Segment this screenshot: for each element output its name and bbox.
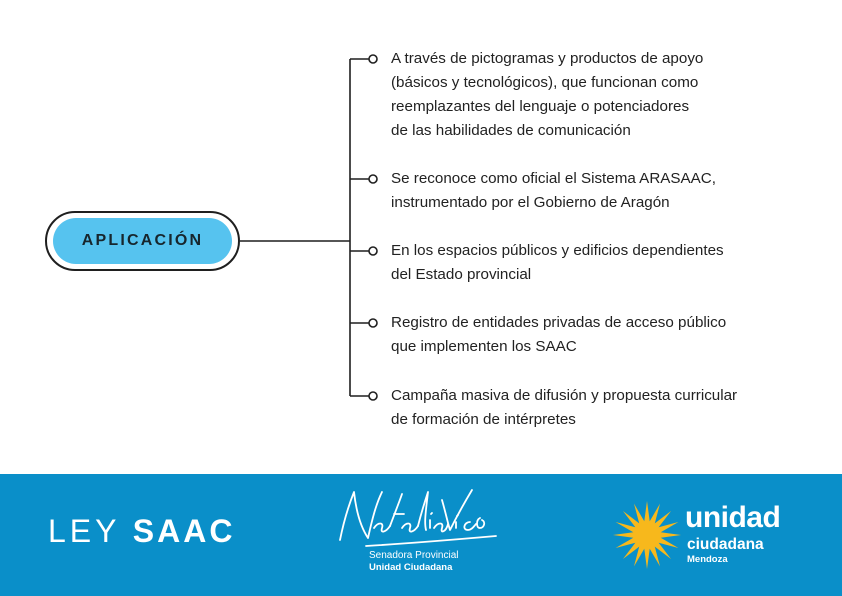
branch-1 (350, 55, 377, 63)
root-node-label: APLICACIÓN (53, 218, 232, 264)
branch-5 (350, 392, 377, 400)
law-name: SAAC (132, 513, 236, 549)
signature-party: Unidad Ciudadana (369, 562, 453, 573)
branch-2 (350, 175, 377, 183)
law-prefix: LEY (48, 513, 120, 549)
bullet-node (369, 55, 377, 63)
sun-icon (611, 499, 683, 571)
logo-word-mendoza: Mendoza (687, 554, 728, 565)
item-text-line: (básicos y tecnológicos), que funcionan como (391, 74, 699, 91)
bullet-node (369, 319, 377, 327)
bullet-node (369, 175, 377, 183)
item-text-line: de formación de intérpretes (391, 411, 576, 428)
branch-item-4 (391, 311, 771, 359)
signature-role: Senadora Provincial (369, 550, 459, 561)
branch-item-3 (391, 239, 771, 287)
branch-4 (350, 319, 377, 327)
item-text-line: del Estado provincial (391, 266, 532, 283)
signature-mark (330, 480, 500, 560)
item-text-line: Se reconoce como oficial el Sistema ARASAAC, (391, 170, 716, 187)
branch-item-5 (391, 384, 771, 432)
item-text-line: Registro de entidades privadas de acceso público (391, 314, 727, 331)
item-text-line: A través de pictogramas y productos de apoyo (391, 50, 704, 67)
logo-word-unidad: unidad (685, 501, 781, 534)
item-text-line: de las habilidades de comunicación (391, 122, 631, 139)
law-title (48, 513, 235, 550)
item-text-line: reemplazantes del lenguaje o potenciadores (391, 98, 690, 115)
footer-banner (0, 474, 842, 596)
bullet-node (369, 392, 377, 400)
item-text-line: instrumentado por el Gobierno de Aragón (391, 194, 670, 211)
item-text-line: En los espacios públicos y edificios dependientes (391, 242, 724, 259)
branch-3 (350, 247, 377, 255)
bullet-node (369, 247, 377, 255)
root-node (45, 211, 240, 271)
item-text-line: Campaña masiva de difusión y propuesta curricular (391, 387, 738, 404)
item-text-line: que implementen los SAAC (391, 338, 577, 355)
branch-item-2 (391, 167, 771, 215)
branch-item-1 (391, 47, 771, 143)
logo-word-ciudadana: ciudadana (687, 536, 764, 553)
